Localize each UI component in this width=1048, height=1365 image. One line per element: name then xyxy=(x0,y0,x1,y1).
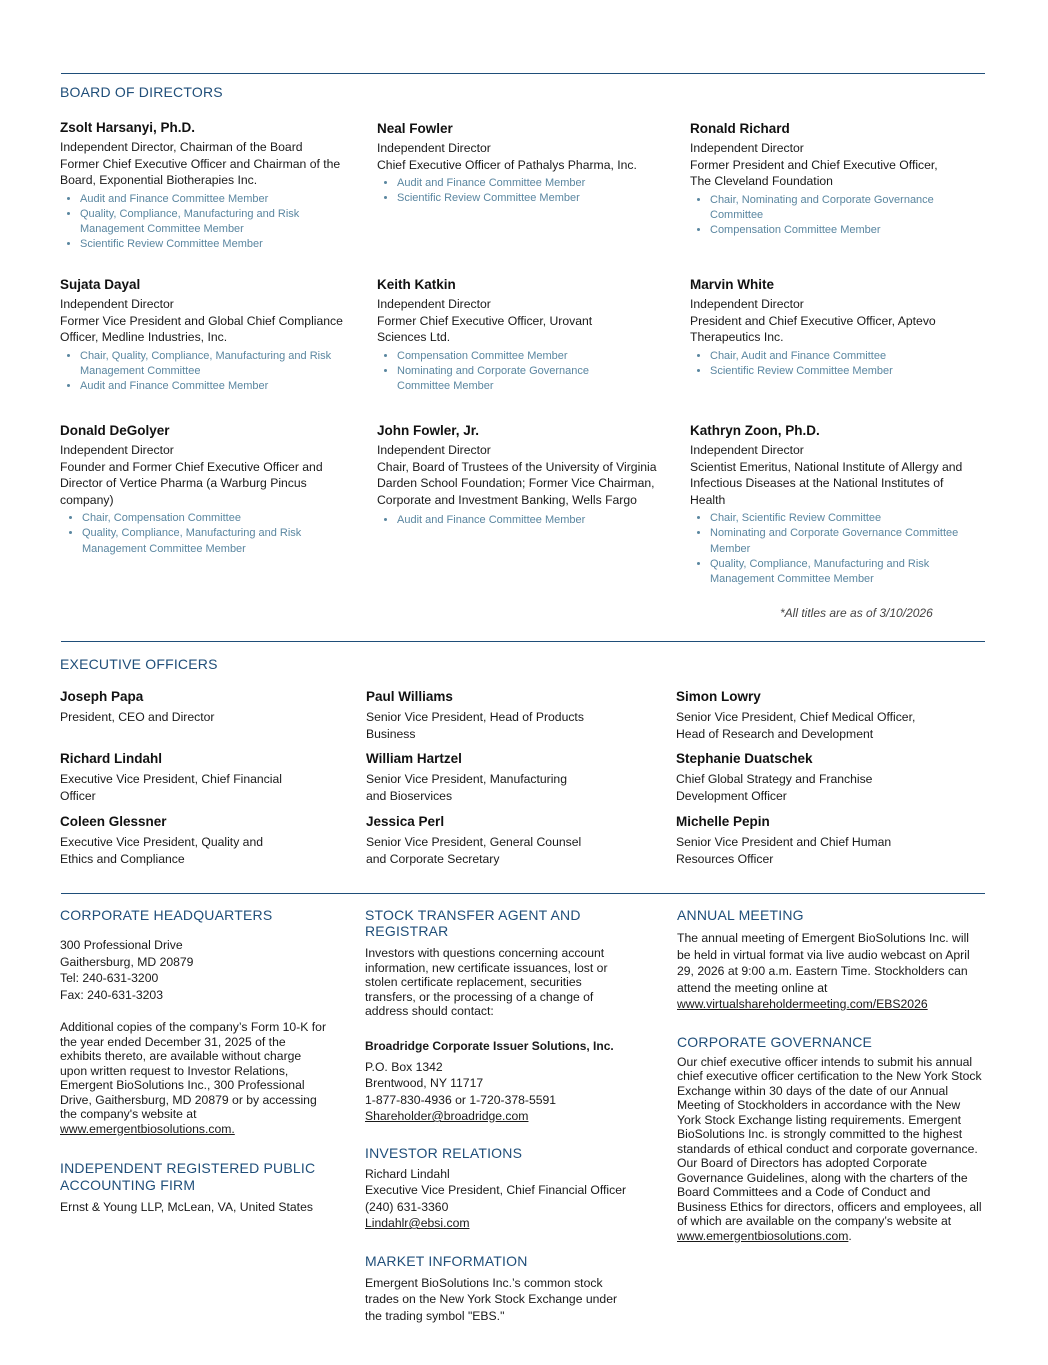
form-10k-paragraph xyxy=(60,1020,330,1136)
director-detail: Former President and Chief Executive Officer, The Cleveland Foundation xyxy=(690,157,938,188)
auditor-heading: INDEPENDENT REGISTERED PUBLIC ACCOUNTING FIRM xyxy=(60,1160,316,1193)
titles-note: *All titles are as of 3/10/2026 xyxy=(780,606,933,620)
director-role: Independent Director xyxy=(377,297,491,311)
officer-name: Richard Lindahl xyxy=(60,751,163,766)
committee-item: • Nominating and Corporate Governance Committee Member xyxy=(397,364,602,395)
company-website-link[interactable]: www.emergentbiosolutions.com. xyxy=(60,1121,235,1136)
committee-list xyxy=(60,511,340,557)
hq-heading: CORPORATE HEADQUARTERS xyxy=(60,907,273,923)
director-detail: Former Chief Executive Officer and Chairman of the Board, Exponential Biotherapies Inc. xyxy=(60,156,341,187)
officer-title: Senior Vice President, Manufacturing and Bioservices xyxy=(366,772,567,803)
committee-item: • Quality, Compliance, Manufacturing and Risk Management Committee Member xyxy=(710,557,975,588)
director-role: Independent Director xyxy=(690,443,804,457)
director-role: Independent Director, Chairman of the Board xyxy=(60,140,303,154)
form-10k-text: Additional copies of the company’s Form 10-K for the year ended December 31, 2025 of the exhibits thereto, are available without charge upon written request to Investor Relations, Emergent BioSolutions Inc., 300 Professional Drive, Gaithersburg, MD 20879 or by accessing the company's website at xyxy=(60,1020,327,1121)
committee-item: • Chair, Compensation Committee xyxy=(82,511,340,526)
director-card xyxy=(377,423,667,528)
director-card xyxy=(377,277,602,394)
governance-heading: CORPORATE GOVERNANCE xyxy=(677,1033,873,1050)
committee-list xyxy=(690,193,950,239)
governance-link[interactable]: www.emergentbiosolutions.com xyxy=(677,1228,849,1243)
ir-phone: (240) 631-3360 xyxy=(365,1199,449,1214)
transfer-email-link[interactable]: Shareholder@broadridge.com xyxy=(365,1109,529,1123)
officer-name: Jessica Perl xyxy=(366,814,445,829)
officers-heading: EXECUTIVE OFFICERS xyxy=(60,656,218,672)
officer-name: Stephanie Duatschek xyxy=(676,751,813,766)
officer-card xyxy=(60,751,295,804)
transfer-intro: Investors with questions concerning account information, new certificate issuances, lost or stolen certificate replacement, securities transfers, or the processing of a change of address should contact: xyxy=(365,946,608,1018)
meeting-text: The annual meeting of Emergent BioSolutions Inc. will be held in virtual format via live audio webcast on April 29, 2026 at 9:00 a.m. Eastern Time. Stockholders can attend the meeting online at xyxy=(677,931,970,995)
auditor-firm: Ernst & Young LLP, McLean, VA, United States xyxy=(60,1200,313,1214)
headquarters-section xyxy=(60,907,330,1216)
committee-item: • Compensation Committee Member xyxy=(710,223,950,238)
director-name: Donald DeGolyer xyxy=(60,423,170,438)
officer-card xyxy=(60,814,280,867)
meeting-paragraph xyxy=(677,930,972,1013)
committee-item: • Quality, Compliance, Manufacturing and Risk Management Committee Member xyxy=(80,207,350,238)
director-card xyxy=(60,423,340,557)
section-divider xyxy=(61,893,985,894)
officer-name: Joseph Papa xyxy=(60,689,144,704)
governance-paragraph xyxy=(677,1055,982,1244)
transfer-agent-section xyxy=(365,907,655,1324)
committee-list xyxy=(60,192,350,253)
director-card xyxy=(377,121,657,207)
meeting-heading: ANNUAL MEETING xyxy=(677,907,804,923)
committee-item: • Nominating and Corporate Governance Committee Member xyxy=(710,526,975,557)
director-role: Independent Director xyxy=(60,443,174,457)
director-name: Sujata Dayal xyxy=(60,277,141,292)
director-detail: Chair, Board of Trustees of the University of Virginia Darden School Foundation; Former Vice Chairman, Corporate and Investment Banking, Wells Fargo xyxy=(377,459,657,507)
committee-item: • Chair, Quality, Compliance, Manufacturing and Risk Management Committee xyxy=(80,349,350,380)
officer-name: Simon Lowry xyxy=(676,689,761,704)
ir-title: Executive Vice President, Chief Financial Officer xyxy=(365,1183,627,1197)
director-name: Zsolt Harsanyi, Ph.D. xyxy=(60,120,196,135)
meeting-link[interactable]: www.virtualshareholdermeeting.com/EBS2026 xyxy=(677,997,928,1011)
committee-list xyxy=(377,176,657,207)
director-name: Ronald Richard xyxy=(690,121,790,136)
ir-name: Richard Lindahl xyxy=(365,1166,450,1181)
section-divider xyxy=(61,641,985,642)
committee-item: • Audit and Finance Committee Member xyxy=(397,513,667,528)
officer-card xyxy=(676,751,896,804)
committee-item: • Chair, Nominating and Corporate Governance Committee xyxy=(710,193,950,224)
officer-card xyxy=(676,814,901,867)
director-role: Independent Director xyxy=(377,141,491,155)
market-text: Emergent BioSolutions Inc.’s common stock trades on the New York Stock Exchange under the trading symbol "EBS." xyxy=(365,1275,618,1323)
officer-card xyxy=(366,751,586,804)
committee-item: • Audit and Finance Committee Member xyxy=(80,379,350,394)
transfer-company: Broadridge Corporate Issuer Solutions, Inc. xyxy=(365,1038,614,1053)
director-detail: Chief Executive Officer of Pathalys Pharma, Inc. xyxy=(377,157,637,172)
committee-item: • Scientific Review Committee Member xyxy=(80,237,350,252)
governance-end: . xyxy=(848,1228,852,1243)
committee-list xyxy=(377,349,602,395)
transfer-heading: STOCK TRANSFER AGENT AND REGISTRAR xyxy=(365,907,581,939)
director-card xyxy=(60,277,350,394)
officer-name: Michelle Pepin xyxy=(676,814,770,829)
committee-list xyxy=(690,511,975,587)
committee-item: • Quality, Compliance, Manufacturing and Risk Management Committee Member xyxy=(82,526,340,557)
director-name: Keith Katkin xyxy=(377,277,456,292)
transfer-phone: 1-877-830-4936 or 1-720-378-5591 xyxy=(365,1092,557,1107)
director-name: John Fowler, Jr. xyxy=(377,423,480,438)
board-heading: BOARD OF DIRECTORS xyxy=(60,84,223,100)
director-name: Marvin White xyxy=(690,277,775,292)
officer-title: Senior Vice President and Chief Human Resources Officer xyxy=(676,835,892,866)
officer-card xyxy=(366,814,591,867)
director-name: Neal Fowler xyxy=(377,121,453,136)
director-role: Independent Director xyxy=(690,297,804,311)
committee-list xyxy=(60,349,350,395)
director-detail: Former Chief Executive Officer, Urovant Sciences Ltd. xyxy=(377,313,593,344)
committee-list xyxy=(690,349,950,380)
director-role: Independent Director xyxy=(690,141,804,155)
ir-heading: INVESTOR RELATIONS xyxy=(365,1144,523,1161)
officer-name: Coleen Glessner xyxy=(60,814,167,829)
director-card xyxy=(690,121,950,238)
transfer-city: Brentwood, NY 11717 xyxy=(365,1076,484,1090)
officer-title: Senior Vice President, Chief Medical Officer, Head of Research and Development xyxy=(676,710,916,741)
committee-item: • Compensation Committee Member xyxy=(397,349,602,364)
director-detail: President and Chief Executive Officer, Aptevo Therapeutics Inc. xyxy=(690,313,936,344)
officer-card xyxy=(60,689,300,726)
officer-name: William Hartzel xyxy=(366,751,462,766)
committee-item: • Chair, Audit and Finance Committee xyxy=(710,349,950,364)
committee-item: • Audit and Finance Committee Member xyxy=(80,192,350,207)
hq-address-line: Gaithersburg, MD 20879 xyxy=(60,954,194,969)
director-card xyxy=(690,277,950,379)
annual-meeting-section xyxy=(677,907,982,1243)
director-card xyxy=(60,120,350,253)
director-name: Kathryn Zoon, Ph.D. xyxy=(690,423,820,438)
officer-card xyxy=(366,689,601,742)
officer-title: Senior Vice President, Head of Products Business xyxy=(366,710,584,741)
transfer-pobox: P.O. Box 1342 xyxy=(365,1059,443,1074)
officer-card xyxy=(676,689,931,742)
committee-item: • Chair, Scientific Review Committee xyxy=(710,511,975,526)
officer-title: Senior Vice President, General Counsel and Corporate Secretary xyxy=(366,835,582,866)
director-detail: Scientist Emeritus, National Institute of Allergy and Infectious Diseases at the National Institutes of Health xyxy=(690,459,963,507)
hq-phone: Tel: 240-631-3200 xyxy=(60,971,159,985)
director-role: Independent Director xyxy=(377,443,491,457)
hq-address-line: 300 Professional Drive xyxy=(60,938,183,952)
market-heading: MARKET INFORMATION xyxy=(365,1252,528,1269)
governance-text: Our chief executive officer intends to submit his annual chief executive officer certification to the New York Stock Exchange within 30 days of the date of our Annual Meeting of Stockholders in accordance with the New York Stock Exchange listing requirements. Emergent BioSolutions Inc. is strongly committed to the highest standards of ethical conduct and corporate governance. Our Board of Directors has adopted Corporate Governance Guidelines, along with the charters of the Board Committees and a Code of Conduct and Business Ethics for directors, officers and employees, all of which are available on the company’s website at xyxy=(677,1054,982,1228)
committee-item: • Scientific Review Committee Member xyxy=(397,191,657,206)
director-role: Independent Director xyxy=(60,297,174,311)
director-detail: Former Vice President and Global Chief Compliance Officer, Medline Industries, Inc. xyxy=(60,313,343,344)
officer-title: President, CEO and Director xyxy=(60,710,215,724)
section-divider xyxy=(61,73,985,74)
officer-title: Executive Vice President, Chief Financial Officer xyxy=(60,772,282,803)
committee-list xyxy=(377,513,667,528)
committee-item: • Audit and Finance Committee Member xyxy=(397,176,657,191)
director-card xyxy=(690,423,975,587)
officer-name: Paul Williams xyxy=(366,689,453,704)
officer-title: Chief Global Strategy and Franchise Development Officer xyxy=(676,772,873,803)
committee-item: • Scientific Review Committee Member xyxy=(710,364,950,379)
officer-title: Executive Vice President, Quality and Ethics and Compliance xyxy=(60,835,264,866)
director-detail: Founder and Former Chief Executive Officer and Director of Vertice Pharma (a Warburg Pincus company) xyxy=(60,459,323,507)
hq-fax: Fax: 240-631-3203 xyxy=(60,987,163,1002)
ir-email-link[interactable]: Lindahlr@ebsi.com xyxy=(365,1216,470,1230)
